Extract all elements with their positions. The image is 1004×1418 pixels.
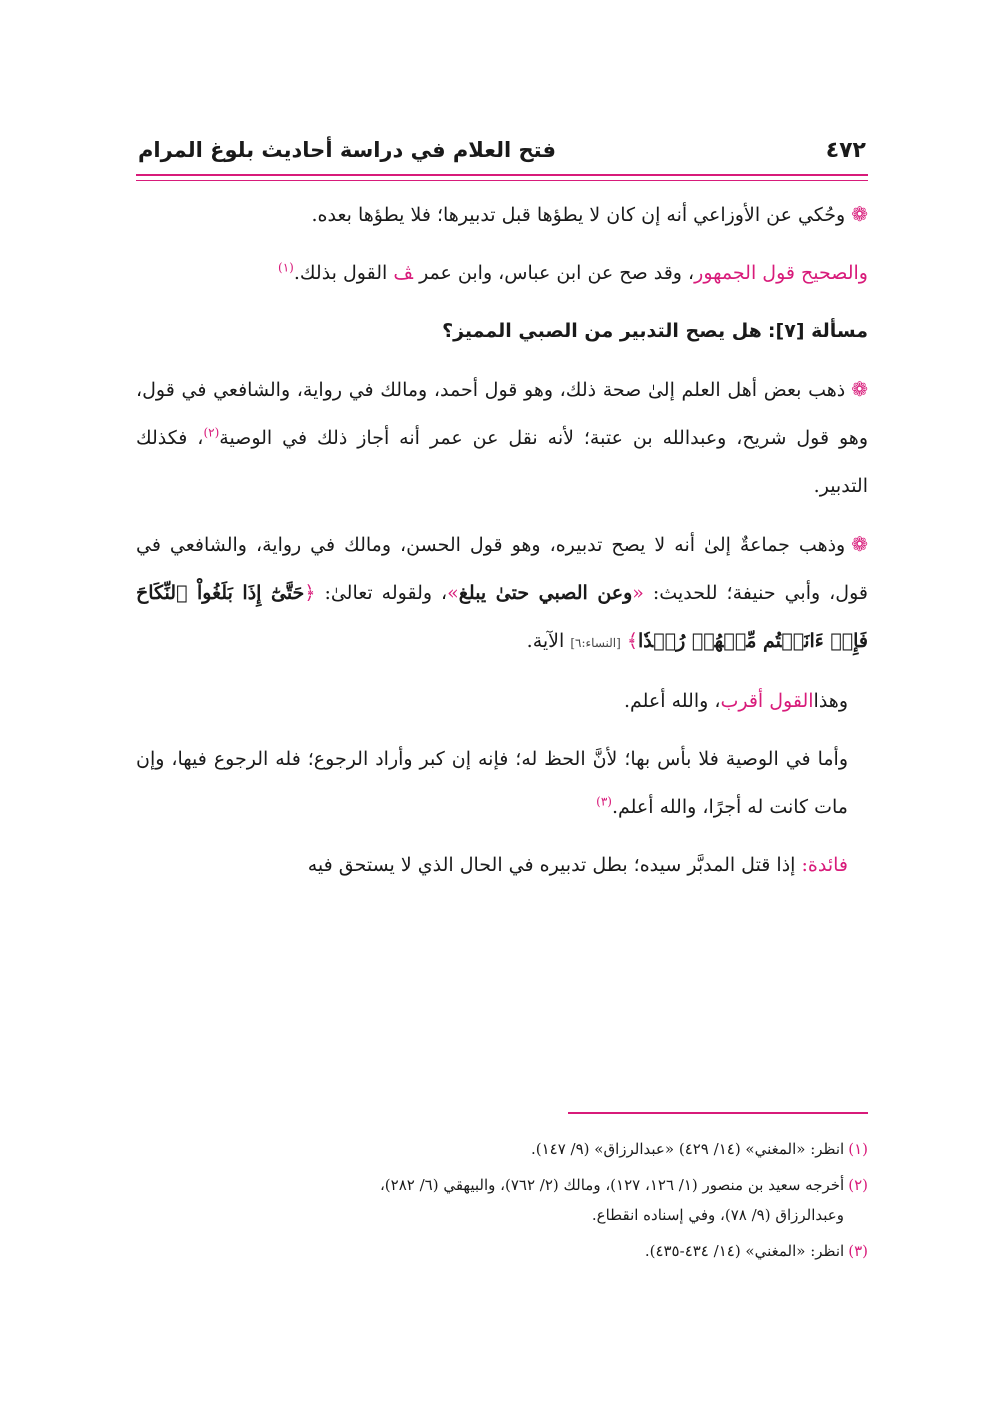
paragraph-first-view: ❁ذهب بعض أهل العلم إلىٰ صحة ذلك، وهو قول أحمد، ومالك في رواية، والشافعي في قول، وهو قول شريح، وعبدالله بن عتبة؛ لأنه نقل عن عمر أنه أجاز ذلك في الوصية$^{(٢)}$، فكذلك التدبير. <box>136 377 868 497</box>
footnote-ref-3[interactable]: (٣) <box>596 794 612 809</box>
footnotes <box>136 1134 868 1272</box>
hadith-quote: وعن الصبي حتىٰ يبلغ <box>458 582 633 604</box>
verse-reference: [النساء:٦] <box>570 636 621 650</box>
footnote-ref-2[interactable]: (٢) <box>203 425 220 440</box>
highlight-sahih: والصحيح قول الجمهور <box>694 262 868 284</box>
paragraph-sahih: والصحيح قول الجمهور، وقد صح عن ابن عباس، وابن عمر ﭫ القول بذلك.$^{(١)}$ <box>278 260 868 284</box>
paragraph-preferred: وهذاالقول أقرب، والله أعلم. <box>623 690 848 712</box>
flower-ornament-icon: ❁ <box>851 377 868 401</box>
footnote-3: (٣)انظر: «المغني» (١٤/ ٤٣٤-٤٣٥). <box>644 1242 868 1260</box>
honorific-glyph: ﭫ <box>393 262 414 284</box>
issue-heading <box>136 307 868 355</box>
issue-label: مسألة [٧]: <box>767 320 868 342</box>
footnote-ref-1[interactable]: (١) <box>278 260 294 275</box>
paragraph-wasiyya: وأما في الوصية فلا بأس بها؛ لأنَّ الحظ له؛ فإنه إن كبر وأراد الرجوع؛ فله الرجوع فيها، وإن مات كانت له أجرًا، والله أعلم.$^{(٣)}$ <box>136 748 848 818</box>
body-text <box>136 190 868 899</box>
issue-question: هل يصح التدبير من الصبي المميز؟ <box>442 320 762 342</box>
header-rule-thin <box>136 180 868 181</box>
footnote-2: (٢)أخرجه سعيد بن منصور (١/ ١٢٦، ١٢٧)، ومالك (٢/ ٧٦٢)، والبيهقي (٦/ ٢٨٢)، وعبدالرزاق (٩/ ٧٨)، وفي إسناده انقطاع. <box>379 1176 868 1224</box>
header-rule <box>136 174 868 176</box>
paragraph-second-view: ❁وذهب جماعةٌ إلىٰ أنه لا يصح تدبيره، وهو قول الحسن، ومالك في رواية، والشافعي في قول، وأبي حنيفة؛ للحديث: «وعن الصبي حتىٰ يبلغ»، ولقوله تعالىٰ: ﴿حَتَّىٰٓ إِذَا بَلَغُواْ ٱلنِّكَاحَ فَإِنۡ ءَانَسۡتُم مِّنۡهُمۡ رُشۡدٗا﴾ [النساء:٦] الآية. <box>136 532 868 652</box>
footnote-separator <box>568 1112 868 1114</box>
flower-ornament-icon: ❁ <box>851 532 868 556</box>
page-header <box>138 128 866 172</box>
paragraph-faida: فائدة: إذا قتل المدبَّر سيده؛ بطل تدبيره في الحال الذي لا يستحق فيه <box>307 854 848 876</box>
highlight-aqrab: القول أقرب <box>720 690 814 712</box>
footnote-1: (١)انظر: «المغني» (١٤/ ٤٢٩) «عبدالرزاق» (٩/ ١٤٧). <box>530 1140 868 1158</box>
flower-ornament-icon: ❁ <box>851 202 868 226</box>
book-title: فتح العلام في دراسة أحاديث بلوغ المرام <box>138 138 556 162</box>
faida-label: فائدة: <box>801 854 848 876</box>
page-number: ٤٧٢ <box>825 137 866 163</box>
paragraph-awzai: ❁وحُكي عن الأوزاعي أنه إن كان لا يطؤها قبل تدبيرها؛ فلا يطؤها بعده. <box>311 202 868 226</box>
quran-verse: حَتَّىٰٓ إِذَا بَلَغُواْ ٱلنِّكَاحَ فَإِنۡ ءَانَسۡتُم مِّنۡهُمۡ رُشۡدٗا <box>136 582 868 652</box>
